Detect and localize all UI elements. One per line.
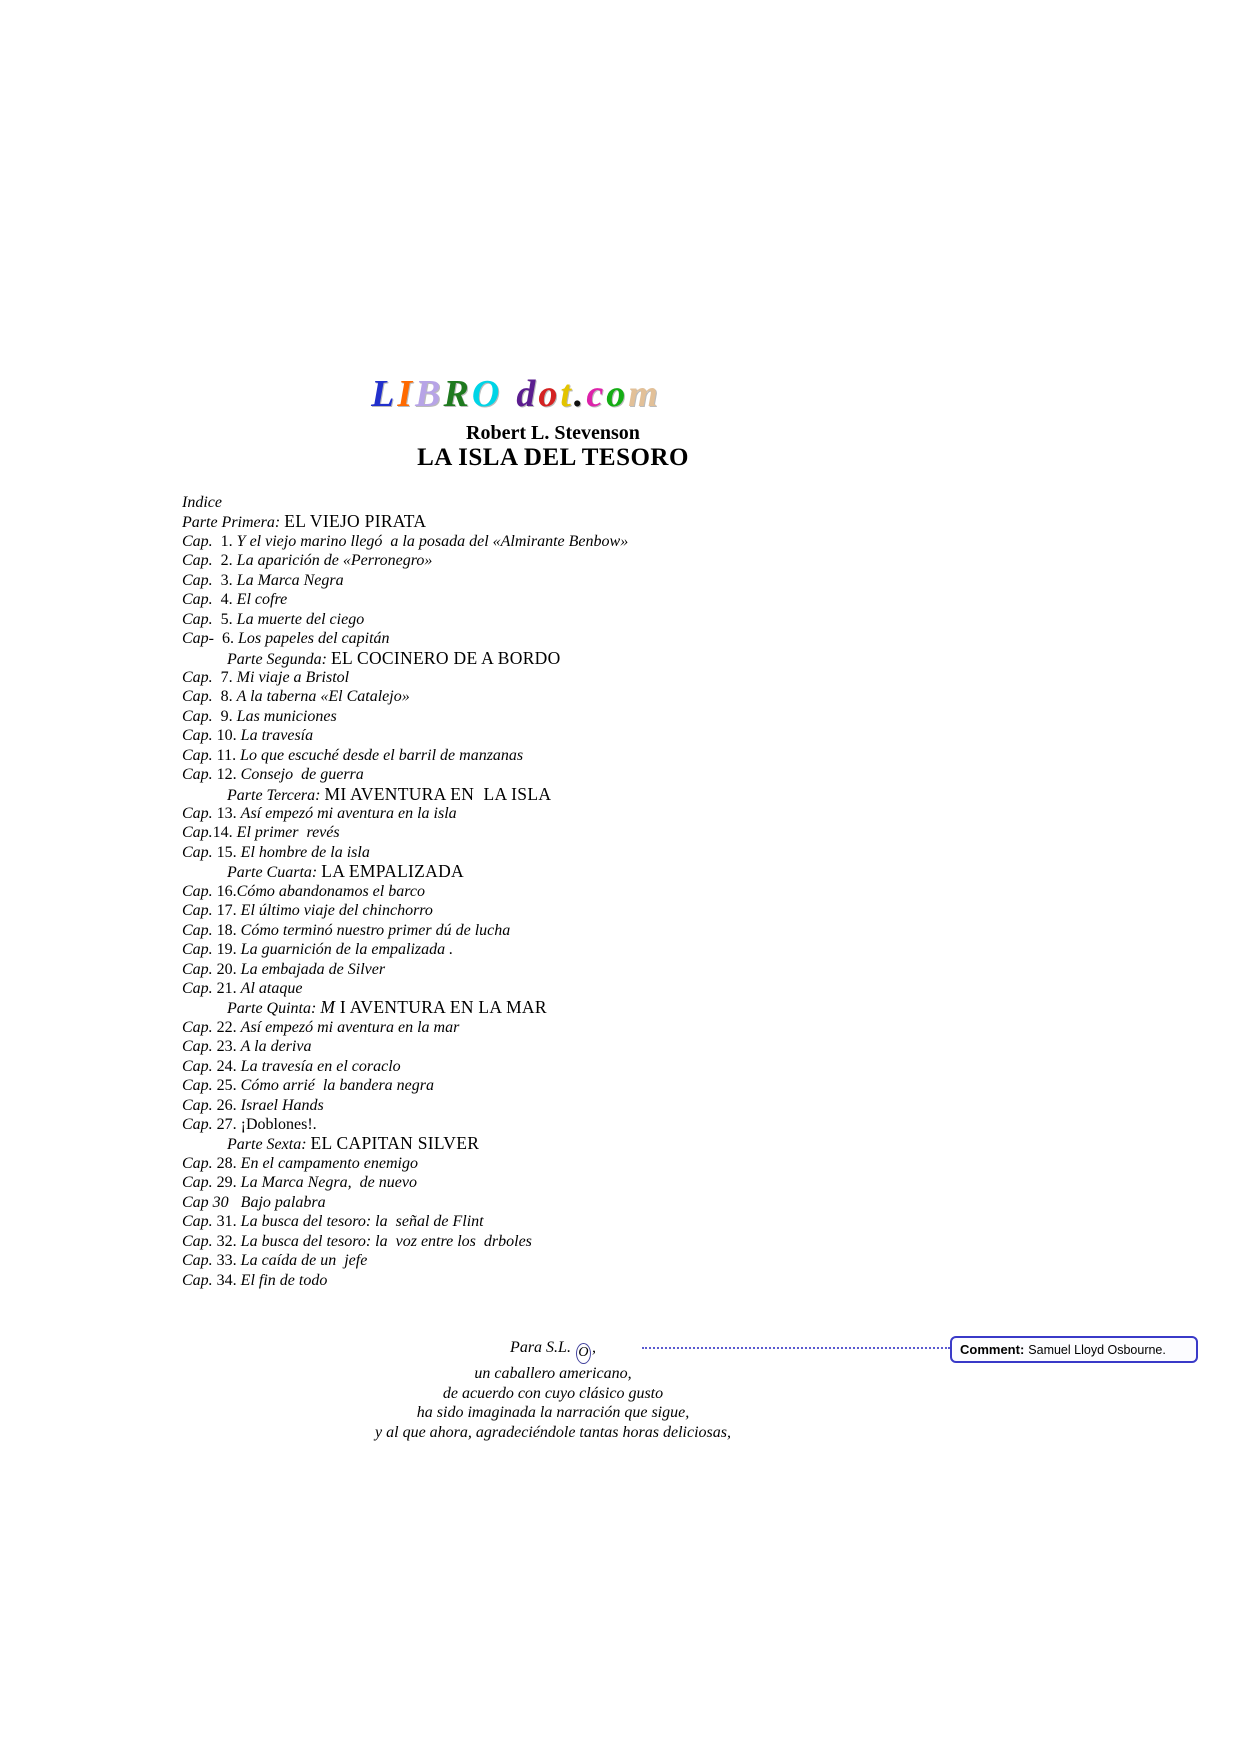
dedication-line-5: y al que ahora, agradeciéndole tantas horas deliciosas, (375, 1423, 731, 1441)
toc-line (182, 1212, 628, 1231)
toc-segment: Las municiones (236, 707, 337, 725)
dedication-line-1 (182, 1338, 924, 1364)
toc-segment: 10. (212, 727, 241, 745)
toc-segment: Cap. (182, 941, 213, 959)
toc-segment: 4. (212, 591, 237, 609)
toc-segment: Cap. (182, 571, 213, 589)
toc-line (182, 882, 628, 901)
logo-letter: I (397, 373, 416, 415)
toc-segment: Mi viaje a Bristol (236, 668, 350, 686)
dedication-line-1-post: , (591, 1339, 596, 1356)
toc-segment: Cap. (182, 1018, 213, 1036)
toc-segment: 13. (212, 805, 241, 822)
toc-segment: Cap. (182, 921, 213, 939)
logo-letter: B (415, 373, 444, 415)
toc-segment: Cap. (182, 707, 213, 725)
toc-segment: Cap. (182, 1232, 213, 1250)
toc-segment: Parte Primera: (182, 514, 281, 532)
dedication-line-4: ha sido imaginada la narración que sigue, (416, 1404, 690, 1422)
toc-segment: Cap. (182, 824, 213, 842)
toc-segment: 11. (212, 746, 241, 764)
page-title: LA ISLA DEL TESORO (417, 444, 689, 471)
logo-letter: L (371, 373, 398, 415)
toc-segment: 2. (212, 552, 237, 570)
toc-segment: 16. (212, 882, 237, 900)
toc-segment: Cap. (182, 668, 213, 686)
toc-line (182, 1154, 628, 1173)
toc-line (182, 551, 628, 570)
toc-segment: Consejo de guerra (240, 766, 364, 784)
toc-segment: 17. (212, 902, 241, 920)
toc-segment: Cap. (182, 688, 213, 706)
toc-segment: La caída de un jefe (240, 1252, 368, 1270)
toc-segment: Cap. (182, 1116, 213, 1133)
toc-segment: Lo que escuché desde el barril de manzanas (240, 746, 524, 764)
toc-line (182, 649, 628, 668)
toc-line (182, 726, 628, 745)
toc-line (182, 1134, 628, 1153)
toc-segment: Al ataque (240, 979, 303, 997)
toc-line (182, 785, 628, 804)
toc-segment: A la deriva (240, 1038, 312, 1056)
logo-letter: d (516, 373, 539, 415)
comment-anchor[interactable]: O (576, 1343, 591, 1364)
toc-segment: 26. (212, 1096, 241, 1114)
toc-segment: Parte Sexta: (227, 1136, 307, 1154)
toc-segment: 23. (212, 1038, 241, 1056)
toc-segment: Cómo terminó nuestro primer dú de lucha (240, 921, 511, 939)
toc-line (182, 629, 628, 648)
toc-line (182, 746, 628, 765)
toc-segment: Cap. (182, 1077, 213, 1095)
toc-line (182, 1115, 628, 1134)
toc-line (182, 590, 628, 609)
toc-line (182, 998, 628, 1017)
toc-segment: Cap. (182, 532, 213, 550)
toc-segment: La Marca Negra (236, 571, 344, 589)
toc-segment: Cap. (182, 1271, 213, 1289)
dedication-line-2: un caballero americano, (474, 1365, 632, 1382)
toc-segment: Y el viejo marino llegó a la posada del «Almirante Benbow» (236, 532, 629, 550)
toc-line (182, 960, 628, 979)
logo-letter: R (443, 373, 472, 415)
toc-segment: M (320, 997, 336, 1018)
toc-line (182, 1232, 628, 1251)
toc-segment: Cap. (182, 979, 213, 997)
toc-segment: EL CAPITAN SILVER (310, 1133, 480, 1154)
logo-letter: m (628, 373, 661, 415)
toc-line (182, 610, 628, 629)
logo-letter: O (471, 373, 503, 415)
logo-letter: o (538, 373, 561, 415)
logo-letter: o (606, 373, 629, 415)
toc-line (182, 823, 628, 842)
toc-segment: Cap. (182, 1252, 213, 1270)
toc-segment: 29. (212, 1174, 241, 1192)
toc-line (182, 668, 628, 687)
toc-segment: 1. (212, 532, 237, 550)
toc-segment: 27. (212, 1116, 241, 1133)
toc-segment: Cap. (182, 1174, 213, 1192)
toc-segment: La Marca Negra, de nuevo (240, 1174, 417, 1192)
toc-segment: 3. (212, 571, 237, 589)
toc-segment: Cap. (182, 766, 213, 784)
toc-segment: Indice (182, 494, 222, 511)
dedication-line-1-pre: Para S.L. (510, 1339, 575, 1356)
toc-segment: ¡Doblones!. (240, 1116, 317, 1133)
toc-line (182, 687, 628, 706)
toc-segment: 28. (212, 1154, 241, 1172)
logo-letter: . (573, 373, 587, 415)
toc-segment: Cap. (182, 843, 213, 861)
toc-segment: Parte Segunda: (227, 650, 327, 668)
toc-line (182, 901, 628, 920)
toc-segment: 20. (212, 960, 241, 978)
toc-line (182, 571, 628, 590)
toc-segment: Así empezó mi aventura en la isla (240, 805, 457, 822)
toc-line (182, 940, 628, 959)
toc-segment: Así empezó mi aventura en la mar (240, 1018, 460, 1036)
toc-line (182, 493, 628, 512)
toc-segment: 12. (212, 766, 241, 784)
toc-segment: Cap. (182, 746, 213, 764)
toc-segment: El primer revés (236, 824, 340, 842)
toc-segment: 5. (212, 610, 237, 628)
toc-segment: Cap- (182, 630, 214, 648)
dedication-line-3: de acuerdo con cuyo clásico gusto (442, 1384, 664, 1402)
toc-segment: EL VIEJO PIRATA (284, 511, 427, 532)
toc-line (182, 1271, 628, 1290)
toc-segment: Cap. (182, 1038, 213, 1056)
toc-line (182, 1057, 628, 1076)
toc-segment: 14. (212, 824, 237, 842)
toc-line (182, 512, 628, 531)
logo-letter: c (586, 373, 607, 415)
toc-segment: Parte Cuarta: (227, 864, 318, 882)
toc-segment: 6. (214, 630, 238, 648)
toc-segment: Cap. (182, 591, 213, 609)
toc-line (182, 1251, 628, 1270)
toc-segment: 31. (212, 1213, 241, 1231)
toc-segment: El hombre de la isla (240, 843, 370, 861)
toc-segment: La embajada de Silver (240, 960, 386, 978)
toc-segment: La guarnición de la empalizada . (240, 941, 454, 959)
toc-segment: 8. (212, 688, 237, 706)
toc-segment: MI AVENTURA EN LA ISLA (324, 783, 552, 804)
toc-line (182, 843, 628, 862)
toc-line (182, 1018, 628, 1037)
toc-segment: Bajo palabra (240, 1193, 326, 1211)
toc-segment: A la taberna «El Catalejo» (236, 688, 410, 706)
toc-segment: 22. (212, 1018, 241, 1036)
toc-segment: Israel Hands (240, 1096, 324, 1114)
toc-segment: EL COCINERO DE A BORDO (330, 647, 561, 668)
toc-segment: Parte Tercera: (227, 786, 321, 804)
toc-segment: Cap. (182, 882, 213, 900)
toc-segment: Cómo abandonamos el barco (236, 882, 425, 900)
toc-line (182, 707, 628, 726)
toc-segment: La busca del tesoro: la señal de Flint (240, 1213, 484, 1231)
toc-line (182, 765, 628, 784)
toc-segment: Parte Quinta: (227, 1000, 321, 1018)
toc-line (182, 1037, 628, 1056)
table-of-contents (182, 493, 628, 1290)
toc-segment: I AVENTURA EN LA MAR (335, 997, 547, 1018)
comment-connector-line (642, 1347, 950, 1349)
toc-segment: Cap. (182, 610, 213, 628)
toc-segment: 19. (212, 941, 241, 959)
toc-segment: La travesía (240, 727, 314, 745)
logo-letter: t (560, 373, 574, 415)
toc-segment: Cap. (182, 1213, 213, 1231)
toc-line (182, 532, 628, 551)
toc-line (182, 804, 628, 823)
toc-segment: Cap. (182, 902, 213, 920)
toc-line (182, 1193, 628, 1212)
toc-line (182, 979, 628, 998)
toc-line (182, 921, 628, 940)
toc-line (182, 1173, 628, 1192)
toc-segment: 21. (212, 979, 241, 997)
comment-box[interactable] (950, 1336, 1198, 1363)
toc-segment: La muerte del ciego (236, 610, 365, 628)
toc-segment: Cap. (182, 727, 213, 745)
toc-segment: Cap. (182, 805, 213, 822)
toc-segment: 34. (212, 1271, 241, 1289)
toc-segment: LA EMPALIZADA (321, 861, 464, 882)
toc-segment: La busca del tesoro: la voz entre los drboles (240, 1232, 532, 1250)
toc-segment: La aparición de «Perronegro» (236, 552, 433, 570)
toc-segment: Cap. (182, 1096, 213, 1114)
toc-segment (229, 1194, 241, 1211)
comment-label: Comment: (960, 1342, 1025, 1357)
toc-line (182, 862, 628, 881)
toc-segment: Cómo arrié la bandera negra (240, 1077, 434, 1095)
toc-segment: 7. (212, 668, 237, 686)
title-block (182, 372, 924, 472)
toc-segment: 24. (212, 1057, 241, 1075)
toc-segment: 15. (212, 843, 241, 861)
toc-segment: 33. (212, 1252, 241, 1270)
toc-segment: 25. (212, 1077, 241, 1095)
toc-segment: 32. (212, 1232, 241, 1250)
toc-segment: El fin de todo (240, 1271, 328, 1289)
toc-segment: Cap 30 (182, 1193, 229, 1211)
toc-segment: El cofre (236, 591, 288, 609)
toc-segment: Cap. (182, 960, 213, 978)
toc-segment: 18. (212, 921, 241, 939)
toc-segment: La travesía en el coraclo (240, 1057, 401, 1075)
toc-segment: Cap. (182, 1154, 213, 1172)
librodot-logo (145, 372, 887, 416)
author-name: Robert L. Stevenson (466, 422, 640, 444)
toc-segment: En el campamento enemigo (240, 1154, 418, 1172)
toc-segment: Cap. (182, 1057, 213, 1075)
toc-line (182, 1076, 628, 1095)
toc-segment: El último viaje del chinchorro (240, 902, 433, 920)
toc-segment: Cap. (182, 552, 213, 570)
comment-text: Samuel Lloyd Osbourne. (1028, 1343, 1166, 1357)
toc-line (182, 1096, 628, 1115)
dedication (182, 1338, 924, 1442)
toc-segment: 9. (212, 707, 237, 725)
toc-segment: Los papeles del capitán (238, 630, 390, 648)
